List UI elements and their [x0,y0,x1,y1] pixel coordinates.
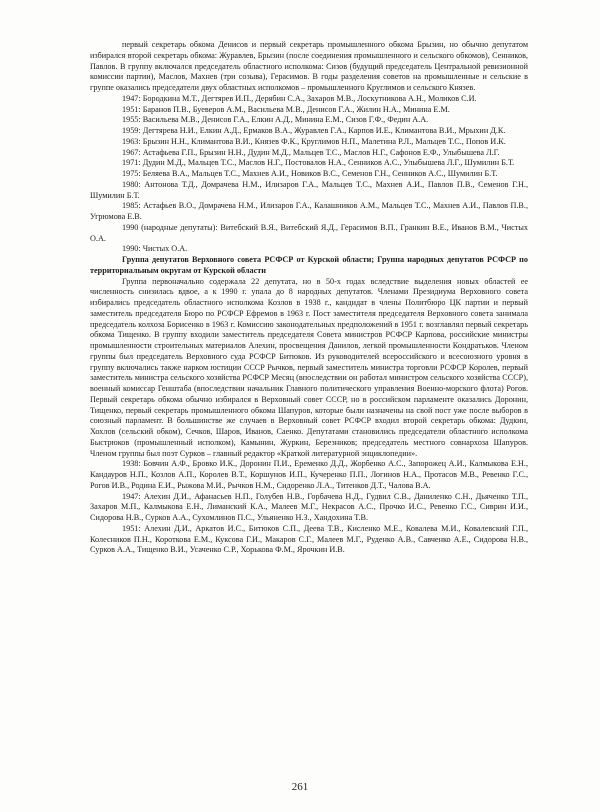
intro-section [90,40,528,94]
deputies-list-2 [90,459,528,556]
page-body [90,40,528,556]
page-number: 261 [291,781,309,793]
list-item: 1951: Баранов П.В., Буеверов А.М., Васильева М.В., Денисов Г.А., Жилин Н.А., Минина Е.М. [122,104,450,114]
deputies-list-1 [90,94,528,255]
section-paragraph: Группа первоначально содержала 22 депутата, но в 50-х годах вследствие выделения новых областей ее численность снизилась вдвое, а к 1990 г. упала до 8 народных депутатов. Членами Президиума Верховного совета избирались председатель областного исполкома Козлов в 1938 г., кандидат в члены Политбюро ЦК партии и первый заместитель председателя Бюро по РСФСР Ефремов в 1963 г. Пост заместителя председателя Верховного совета занимала председатель колхоза Борисенко в 1963 г. Комиссию законодательных предположений в 1951 г. возглавлял первый секретарь обкома Тищенко. В группу входили заместитель председателя Совета министров РСФСР Карпова, российские министры промышленности строительных материалов Алехин, просвещения Данилов, легкой промышленности Кондратьков. Членом группы был председатель Верховного суда РСФСР Битюков. Из руководителей всероссийского и всесоюзного уровня в группу включались также нарком юстиции СССР Рычков, первый заместитель министра торговли РСФСР Королев, первый заместитель министра сельского хозяйства РСФСР Месяц (впоследствии он работал министром сельского хозяйства СССР), военный комиссар Генштаба (впоследствии начальник Главного политического управления Военно-морского флота) Рогов. Первый секретарь обкома обычно избирался в Верховный совет СССР, но в российском парламенте оказались Доронин, Тищенко, первый секретарь промышленного обкома Шапуров, которые были назначены на свой пост уже после выборов в союзный парламент. В большинстве же случаев в Верховный совет РСФСР входил второй секретарь обкома: Дудкин, Хохлов (сельский обком), Сечков, Шаров, Иванов, Саенко. Депутатами становились председатели областного исполкома Быстрюков (промышленный исполком), Камынин, Журкин, Березников; председатель местного совнархоза Шапуров. Членом группы был поэт Сурков – главный редактор «Краткой литературной энциклопедии». [90,276,528,458]
intro-paragraph: первый секретарь обкома Денисов и первый секретарь промышленного обкома Брызин, но обычно депутатом избирался второй секретарь обкома: Журавлев, Брызин (после соединения промышленного и сельского обкомов), Сенников, Павлов. В группу включался председатель областного исполкома: Сизов (будущий председатель Центральной ревизионной комиссии партии), Маслов, Махнев (три созыва), Герасимов. В годы разделения советов на промышленные и сельские в группе оказались председатели двух областных исполкомов – промышленного Круглимов и сельского Князев. [90,40,528,92]
list-item: 1959: Дегтярева Н.И., Елкин А.Д., Ермаков В.А., Журавлев Г.А., Карпов И.Е., Климантова В.И., Мрыхин Д.К. [122,126,506,135]
list-item: 1980: Антонова Т.Д., Домрачева Н.М., Илизаров Г.А., Мальцев Т.С., Махнев А.И., Павлов П.В., Семенов Г.Н., Шумилин Б.Т. [90,179,528,200]
section-heading: Группа депутатов Верховного совета РСФСР от Курской области; Группа народных депутатов РСФСР по территориальным округам от Курской области [90,255,528,275]
list-item: 1963: Брызин Н.Н., Климантова В.И., Князев Ф.К., Круглимов Н.П., Малетина Р.Л., Мальцев Т.С., Попов И.К. [122,136,506,146]
list-item: 1951: Алехин Д.И., Аркатов И.С., Битюков С.П., Деева Т.В., Кисленко М.Е., Ковалева М.И., Ковалевский Г.П., Колесников П.Н., Короткова Е.М., Куксова Г.И., Макаров С.Г., Малеев М.Г., Руденко А.В., Савченко А.Е., Сидорова Н.В., Сурков А.А., Тищенко В.И., Усаченко С.Р., Хорькова Ф.М., Ярочкин И.В. [90,523,528,555]
list-item: 1938: Бовчин А.Ф., Бровко И.К., Доронин П.И., Еременко Д.Д., Жорбенко А.С., Запорожец А.И., Калмыкова Е.Н., Кандауров Н.П., Козлов А.П., Королев В.Т., Коршунов И.П., Кучеренко П.П., Логинов Н.А., Протасов М.В., Ревенко Г.С., Рогов И.В., Родина Е.И., Рыжова М.И., Рычков Н.М., Сидоренко Л.А., Титенков Д.Т., Чалова В.А. [90,459,528,490]
list-item: 1990: Чистых О.А. [122,244,188,254]
list-item: 1947: Бородкина М.Т., Дегтярев И.П., Дерябин С.А., Захаров М.В., Лоскутникова А.Н., Моликов С.И. [122,93,477,103]
list-item: 1955: Васильева М.В., Денисов Г.А., Елкин А.Д., Минина Е.М., Сизов Г.Ф., Федин А.А. [122,115,429,125]
list-item: 1990 (народные депутаты): Витебский В.Я., Витебский Я.Д., Герасимов В.П., Гранкин В.Е., Иванов В.М., Чистых О.А. [90,222,528,243]
list-item: 1975: Беляева В.А., Мальцев Т.С., Махнев А.И., Новиков В.С., Семенов Г.Н., Сенников А.С., Шумилин Б.Т. [122,169,498,178]
list-item: 1947: Алехин Д.И., Афанасьев Н.П., Голубев Н.В., Горбачева Н.Д., Гудвил С.В., Даниленко С.Н., Дьяченко Т.П., Захаров М.П., Калмыкова Е.Н., Лиманский К.А., Малеев М.Г., Некрасов А.С., Прочко И.С., Ревенко Г.С., Сиврин И.И., Сидорова Н.В., Сурков А.А., Сухомлинов П.С., Ульяненко Н.З., Хандохина Т.В. [90,491,528,522]
list-item: 1985: Астафьев В.О., Домрачева Н.М., Илизаров Г.А., Калашников А.М., Мальцев Т.С., Махнев А.И., Павлов П.В., Угрюмова Е.В. [90,201,528,221]
list-item: 1967: Астафьева Г.П., Брызин Н.Н., Дудин М.Д., Мальцев Т.С., Маслов Н.Г., Сафонов Е.Ф., Улыбышева Л.Г. [122,147,500,157]
list-item: 1971: Дудин М.Д., Мальцев Т.С., Маслов Н.Г., Постовалов Н.А., Сенников А.С., Улыбышева Л.Г., Шумилин Б.Т. [122,158,515,168]
section-body [90,277,528,460]
